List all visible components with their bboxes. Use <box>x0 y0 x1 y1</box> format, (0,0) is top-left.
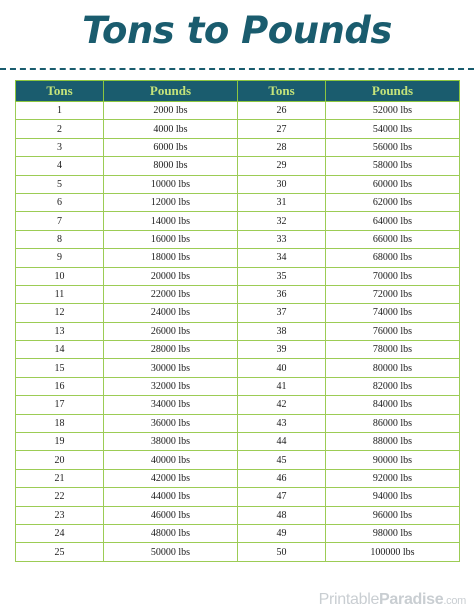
cell-pounds: 24000 lbs <box>104 304 238 322</box>
cell-tons: 18 <box>16 414 104 432</box>
cell-tons: 36 <box>238 285 326 303</box>
table-row <box>16 433 460 451</box>
table-row <box>16 506 460 524</box>
table-row <box>16 322 460 340</box>
table-row <box>16 138 460 156</box>
table-row <box>16 102 460 120</box>
cell-tons: 11 <box>16 285 104 303</box>
table-row <box>16 304 460 322</box>
table-row <box>16 414 460 432</box>
table-row <box>16 469 460 487</box>
cell-pounds: 36000 lbs <box>104 414 238 432</box>
header-tons-right: Tons <box>238 81 326 102</box>
cell-tons: 16 <box>16 377 104 395</box>
cell-tons: 30 <box>238 175 326 193</box>
cell-tons: 50 <box>238 543 326 561</box>
cell-tons: 22 <box>16 488 104 506</box>
cell-tons: 44 <box>238 433 326 451</box>
cell-tons: 46 <box>238 469 326 487</box>
table-row <box>16 230 460 248</box>
table-row <box>16 212 460 230</box>
cell-pounds: 54000 lbs <box>326 120 460 138</box>
table-row <box>16 267 460 285</box>
cell-tons: 45 <box>238 451 326 469</box>
cell-pounds: 64000 lbs <box>326 212 460 230</box>
cell-pounds: 58000 lbs <box>326 157 460 175</box>
cell-pounds: 50000 lbs <box>104 543 238 561</box>
cell-pounds: 70000 lbs <box>326 267 460 285</box>
cell-pounds: 22000 lbs <box>104 285 238 303</box>
cell-pounds: 2000 lbs <box>104 102 238 120</box>
cell-tons: 37 <box>238 304 326 322</box>
table-row <box>16 249 460 267</box>
cell-tons: 6 <box>16 193 104 211</box>
table-row <box>16 377 460 395</box>
cell-pounds: 82000 lbs <box>326 377 460 395</box>
cell-pounds: 92000 lbs <box>326 469 460 487</box>
table-header-row <box>16 81 460 102</box>
cell-pounds: 72000 lbs <box>326 285 460 303</box>
cell-pounds: 86000 lbs <box>326 414 460 432</box>
cell-tons: 17 <box>16 396 104 414</box>
cell-tons: 27 <box>238 120 326 138</box>
table-row <box>16 341 460 359</box>
cell-tons: 21 <box>16 469 104 487</box>
cell-tons: 39 <box>238 341 326 359</box>
cell-pounds: 40000 lbs <box>104 451 238 469</box>
cell-tons: 3 <box>16 138 104 156</box>
cell-pounds: 100000 lbs <box>326 543 460 561</box>
cell-pounds: 26000 lbs <box>104 322 238 340</box>
cell-tons: 43 <box>238 414 326 432</box>
cell-pounds: 34000 lbs <box>104 396 238 414</box>
cell-pounds: 6000 lbs <box>104 138 238 156</box>
header-tons-left: Tons <box>16 81 104 102</box>
brand-tld: .com <box>443 595 466 607</box>
conversion-table <box>15 80 460 562</box>
header-pounds-right: Pounds <box>326 81 460 102</box>
cell-pounds: 16000 lbs <box>104 230 238 248</box>
cell-pounds: 60000 lbs <box>326 175 460 193</box>
table-row <box>16 157 460 175</box>
cell-pounds: 96000 lbs <box>326 506 460 524</box>
cell-pounds: 78000 lbs <box>326 341 460 359</box>
dashed-divider <box>0 68 474 70</box>
cell-pounds: 46000 lbs <box>104 506 238 524</box>
cell-pounds: 28000 lbs <box>104 341 238 359</box>
cell-tons: 14 <box>16 341 104 359</box>
cell-tons: 34 <box>238 249 326 267</box>
cell-pounds: 66000 lbs <box>326 230 460 248</box>
table-body <box>16 102 460 562</box>
cell-pounds: 32000 lbs <box>104 377 238 395</box>
cell-tons: 49 <box>238 524 326 542</box>
cell-tons: 5 <box>16 175 104 193</box>
table-row <box>16 175 460 193</box>
cell-pounds: 94000 lbs <box>326 488 460 506</box>
cell-pounds: 56000 lbs <box>326 138 460 156</box>
cell-tons: 47 <box>238 488 326 506</box>
cell-tons: 35 <box>238 267 326 285</box>
cell-pounds: 8000 lbs <box>104 157 238 175</box>
cell-pounds: 48000 lbs <box>104 524 238 542</box>
cell-tons: 7 <box>16 212 104 230</box>
cell-tons: 41 <box>238 377 326 395</box>
cell-pounds: 52000 lbs <box>326 102 460 120</box>
cell-tons: 42 <box>238 396 326 414</box>
header-pounds-left: Pounds <box>104 81 238 102</box>
cell-tons: 19 <box>16 433 104 451</box>
cell-tons: 24 <box>16 524 104 542</box>
table-row <box>16 359 460 377</box>
cell-tons: 48 <box>238 506 326 524</box>
brand-part-printable: Printable <box>318 591 380 608</box>
page-title: Tons to Pounds <box>82 9 392 52</box>
cell-pounds: 44000 lbs <box>104 488 238 506</box>
cell-tons: 40 <box>238 359 326 377</box>
cell-tons: 1 <box>16 102 104 120</box>
cell-tons: 12 <box>16 304 104 322</box>
cell-pounds: 20000 lbs <box>104 267 238 285</box>
cell-pounds: 84000 lbs <box>326 396 460 414</box>
table-row <box>16 396 460 414</box>
table-row <box>16 451 460 469</box>
cell-tons: 23 <box>16 506 104 524</box>
cell-pounds: 88000 lbs <box>326 433 460 451</box>
cell-pounds: 80000 lbs <box>326 359 460 377</box>
cell-tons: 25 <box>16 543 104 561</box>
cell-tons: 15 <box>16 359 104 377</box>
cell-pounds: 30000 lbs <box>104 359 238 377</box>
cell-tons: 10 <box>16 267 104 285</box>
cell-tons: 2 <box>16 120 104 138</box>
table-row <box>16 488 460 506</box>
cell-pounds: 18000 lbs <box>104 249 238 267</box>
cell-tons: 32 <box>238 212 326 230</box>
cell-tons: 29 <box>238 157 326 175</box>
cell-tons: 26 <box>238 102 326 120</box>
cell-tons: 33 <box>238 230 326 248</box>
cell-pounds: 98000 lbs <box>326 524 460 542</box>
cell-tons: 13 <box>16 322 104 340</box>
cell-pounds: 90000 lbs <box>326 451 460 469</box>
cell-pounds: 42000 lbs <box>104 469 238 487</box>
brand-part-paradise: Paradise <box>379 591 444 608</box>
cell-pounds: 68000 lbs <box>326 249 460 267</box>
cell-tons: 31 <box>238 193 326 211</box>
table-row <box>16 193 460 211</box>
cell-tons: 20 <box>16 451 104 469</box>
cell-pounds: 10000 lbs <box>104 175 238 193</box>
cell-pounds: 14000 lbs <box>104 212 238 230</box>
cell-pounds: 62000 lbs <box>326 193 460 211</box>
cell-pounds: 76000 lbs <box>326 322 460 340</box>
cell-tons: 28 <box>238 138 326 156</box>
cell-pounds: 38000 lbs <box>104 433 238 451</box>
cell-tons: 38 <box>238 322 326 340</box>
cell-tons: 4 <box>16 157 104 175</box>
cell-pounds: 12000 lbs <box>104 193 238 211</box>
table-row <box>16 120 460 138</box>
cell-pounds: 4000 lbs <box>104 120 238 138</box>
table-row <box>16 524 460 542</box>
table-row <box>16 285 460 303</box>
cell-pounds: 74000 lbs <box>326 304 460 322</box>
cell-tons: 8 <box>16 230 104 248</box>
printable-paradise-logo <box>319 591 466 609</box>
table-row <box>16 543 460 561</box>
cell-tons: 9 <box>16 249 104 267</box>
